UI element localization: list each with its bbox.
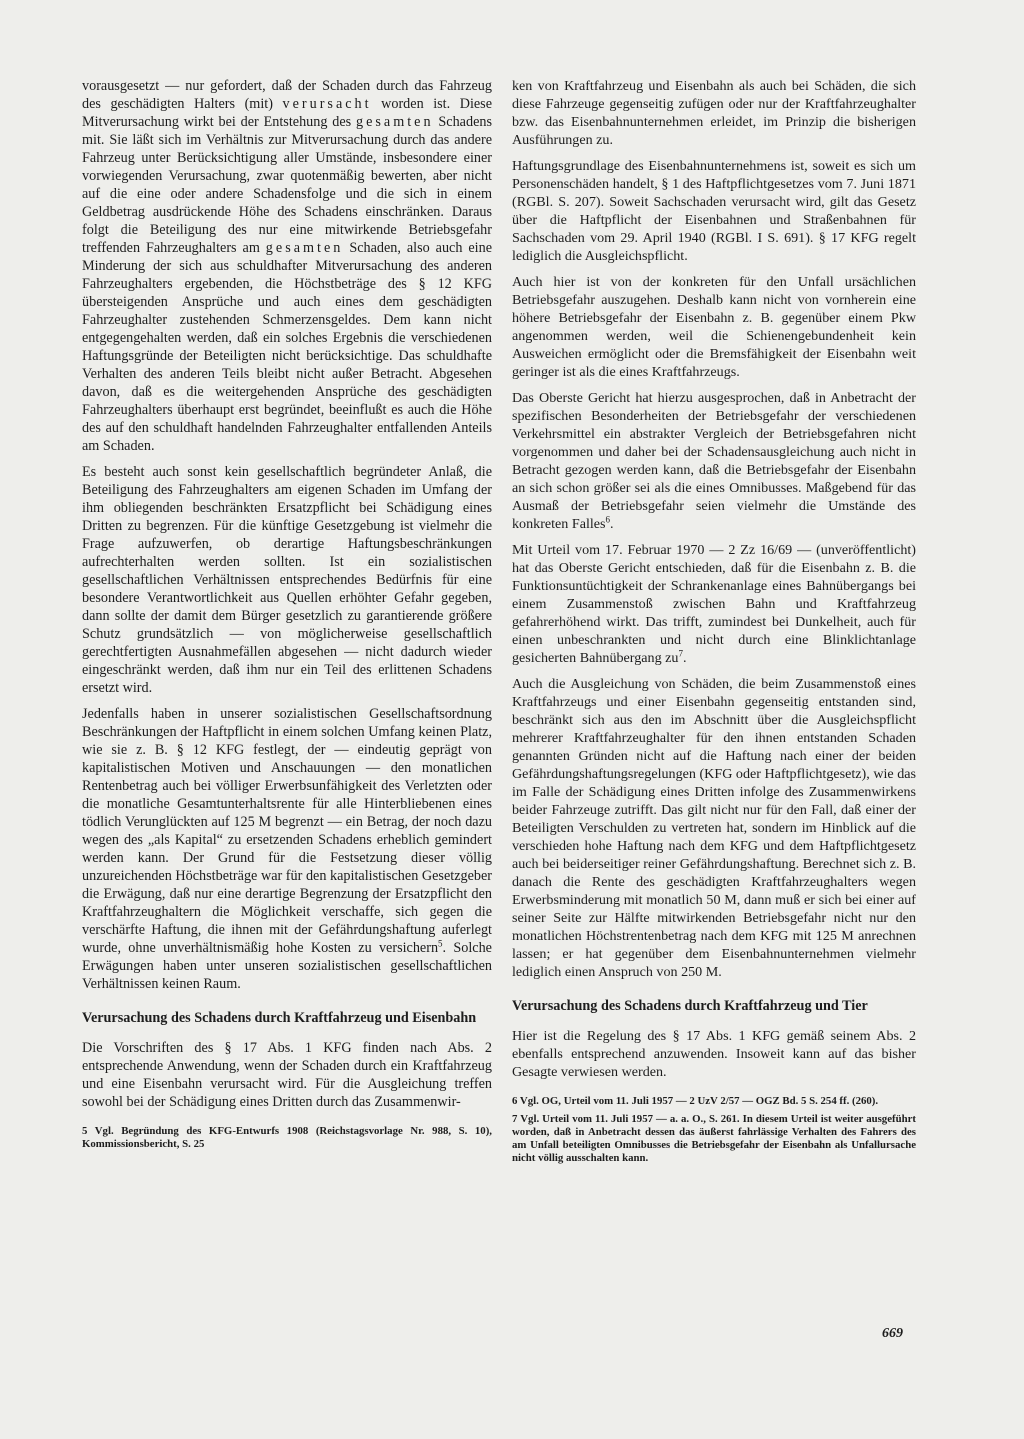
text-run: Mit Urteil vom 17. Februar 1970 — 2 Zz 16/69 — (unveröffentlicht) hat das Oberste Gericht entschieden, daß für die Eisenbahn z. B. die Funktionsuntüchtigkeit der Schrankenanlage eines Bahnübergangs bei einem Zusammenstoß zwischen Bahn und Kraftfahrzeug gefahrerhöhend wirkt. Das trifft, zumindest bei Dunkelheit, auch für einen unbeschrankten und nicht durch eine Blinklichtanlage gesicherten Bahnübergang zu bbox=[512, 542, 916, 666]
left-column bbox=[82, 77, 492, 1156]
footnote-5: 5 Vgl. Begründung des KFG-Entwurfs 1908 (Reichstagsvorlage Nr. 988, S. 10), Kommissionsbericht, S. 25 bbox=[82, 1125, 492, 1150]
right-paragraph-5 bbox=[512, 541, 916, 667]
text-run: Schadens mit. Sie läßt sich im Verhältnis zur Mitverursachung durch das andere Fahrzeug unter Berücksichtigung aller Umstände, insbesondere einer vorwiegenden Verursachung, zwar quotenmäßig bewerten, aber nicht auf die eine oder andere Schadensfolge und die sich in einem Geldbetrag ausdrückende Höhe des Schadens einschränken. Daraus folgt die Beteiligung des nur eine mitwirkende Betriebsgefahr treffenden Fahrzeughalters am bbox=[82, 114, 492, 256]
text-run: . bbox=[610, 516, 614, 532]
left-footnotes bbox=[82, 1125, 492, 1151]
text-run: Jedenfalls haben in unserer sozialistischen Gesellschaftsordnung Beschränkungen der Haftpflicht in einem solchen Umfang keinen Platz, wie sie z. B. § 12 KFG festlegt, der — eindeutig geprägt von kapitalistischen Motiven und Anschauungen — den monatlichen Rentenbetrag auch bei völliger Erwerbsunfähigkeit des Verletzten oder die monatliche Gesamtunterhaltsrente für alle Hinterbliebenen eines tödlich Verunglückten auf 125 M begrenzt — ein Betrag, der noch dazu wegen des „als Kapital“ zu ersetzenden Schadens erheblich gemindert werden kann. Der Grund für die Festsetzung dieser völlig unzureichenden Höchstbeträge war für den kapitalistischen Gesetzgeber die Erwägung, daß nur eine derartige Begrenzung der Ersatzpflicht den Kraftfahrzeughaltern die Möglichkeit verschaffe, sich gegen die verschärfte Haftung, die ihnen mit der Gefährdungshaftung auferlegt wurde, ohne unverhältnismäßig hohe Kosten zu versichern bbox=[82, 706, 492, 956]
text-run: Schaden, also auch eine Minderung der sich aus schuldhafter Mitverursachung des anderen Fahrzeughalters ergebenden, die Höchstbeträge des § 12 KFG übersteigenden Ansprüche und auch eines dem geschädigten Fahrzeughalter zustehenden Schmerzensgeldes. Dem kann nicht entgegengehalten werden, daß ein solches Ergebnis die verschiedenen Haftungsgründe der Beteiligten nicht berücksichtige. Das schuldhafte Verhalten des anderen Teils bleibt nicht außer Betracht. Abgesehen davon, daß es die weitergehenden Ansprüche des geschädigten Fahrzeughalters überhaupt erst begründet, beeinflußt es auch die Höhe des auf den schuldhaft handelnden Fahrzeughalter entfallenden Anteils am Schaden. bbox=[82, 240, 493, 454]
right-column bbox=[512, 77, 916, 1170]
left-paragraph-1 bbox=[82, 77, 492, 455]
footnote-marker: 6 bbox=[605, 514, 611, 525]
left-paragraph-3 bbox=[82, 705, 492, 993]
right-paragraph-1: ken von Kraftfahrzeug und Eisenbahn als auch bei Schäden, die sich diese Fahrzeuge gegenseitig zufügen oder nur der Kraftfahrzeughalter bzw. das Eisenbahnunternehmen erleidet, im Prinzip die bisherigen Ausführungen zu. bbox=[512, 78, 916, 148]
right-footnotes bbox=[512, 1095, 916, 1165]
footnote-6: 6 Vgl. OG, Urteil vom 11. Juli 1957 — 2 UzV 2/57 — OGZ Bd. 5 S. 254 ff. (260). bbox=[512, 1095, 879, 1107]
right-paragraph-6: Auch die Ausgleichung von Schäden, die beim Zusammenstoß eines Kraftfahrzeugs und einer Eisenbahn gegenseitig entstanden sind, beschränkt sich aus den im Abschnitt über die Ausgleichspflicht mehrerer Kraftfahrzeughalter für den ihnen entstanden Schaden genannten Gründen nicht auf die Haftung nach einer der beiden Gefährdungshaftungsregelungen (KFG oder Haftpflichtgesetz), wie das im Falle der Schädigung eines Dritten infolge des Zusammenwirkens beider Fahrzeuge zutrifft. Das gilt nicht nur für den Fall, daß einer der Beteiligten Verschulden zu vertreten hat, sondern im Hinblick auf die verschieden hohe Haftung nach dem KFG und dem Haftpflichtgesetz auch bei beiderseitiger reiner Gefährdungshaftung. Berechnet sich z. B. danach die Rente des geschädigten Kraftfahrzeughalters wegen Erwerbsminderung mit monatlich 50 M, dann muß er sich bei einer auf seiner Seite zur Hälfte mitwirkenden Betriebsgefahr nicht nur den monatlichen Höchstrentenbetrag nach dem KFG mit 125 M anrechnen lassen; er hat gegenüber dem Eisenbahnunternehmen vielmehr lediglich einen Anspruch von 250 M. bbox=[512, 676, 916, 980]
spaced-emphasis: verursacht bbox=[282, 96, 372, 112]
text-run: vorausgesetzt — nur gefordert, daß der Schaden durch das Fahrzeug des geschädigten Halters (mit) bbox=[82, 78, 492, 112]
left-paragraph-4: Die Vorschriften des § 17 Abs. 1 KFG finden nach Abs. 2 entsprechende Anwendung, wenn der Schaden durch ein Kraftfahrzeug und eine Eisenbahn verursacht wird. Für die Ausgleichung treffen sowohl bei der Schädigung eines Dritten durch das Zusammenwir- bbox=[82, 1040, 492, 1110]
page-number: 669 bbox=[882, 1326, 903, 1341]
right-paragraph-3: Auch hier ist von der konkreten für den Unfall ursächlichen Betriebsgefahr auszugehen. Deshalb kann nicht von vornherein eine höhere Betriebsgefahr der Eisenbahn z. B. gegenüber einem Pkw angenommen werden, weil die Schienengebundenheit kein Ausweichen ermöglicht oder die Bremsfähigkeit der Eisenbahn weit geringer ist als die eines Kraftfahrzeugs. bbox=[512, 274, 916, 380]
footnote-7: 7 Vgl. Urteil vom 11. Juli 1957 — a. a. O., S. 261. In diesem Urteil ist weiter ausgeführt worden, daß in Anbetracht dessen das äußerst fahrlässige Verhalten des Fahrers des am Unfall beteiligten Omnibusses die Betriebsgefahr der Eisenbahn als Unfallursache nicht völlig ausschalten kann. bbox=[512, 1113, 916, 1164]
right-paragraph-2: Haftungsgrundlage des Eisenbahnunternehmens ist, soweit es sich um Personenschäden handelt, § 1 des Haftpflichtgesetzes vom 7. Juni 1871 (RGBl. S. 207). Soweit Sachschaden verursacht wird, gilt das Gesetz über die Haftpflicht der Eisenbahnen und Straßenbahnen für Sachschaden vom 29. April 1940 (RGBl. I S. 691). § 17 KFG regelt lediglich die Ausgleichspflicht. bbox=[512, 158, 916, 264]
left-paragraph-2: Es besteht auch sonst kein gesellschaftlich begründeter Anlaß, die Beteiligung des Fahrzeughalters am eigenen Schaden im Umfang der ihm obliegenden beschränkten Ersatzpflicht bei Schädigung eines Dritten zu begrenzen. Für die künftige Gesetzgebung ist vielmehr die Frage aufzuwerfen, ob derartige Haftungsbeschränkungen aufrechterhalten werden sollten. Ist ein sozialistischen gesellschaftlichen Verhältnissen entsprechendes Bedürfnis für eine besondere Verantwortlichkeit aus Quellen erhöhter Gefahr gegeben, dann sollte der damit dem Bürger gesetzlich zu garantierende größere Schutz grundsätzlich — von möglicherweise gesellschaftlich gerechtfertigten Ausnahmefällen abgesehen — nicht dadurch wieder eingeschränkt werden, daß ihm nur ein Teil des erlittenen Schadens ersetzt wird. bbox=[82, 464, 492, 696]
text-run: . bbox=[682, 650, 687, 666]
text-run: . Solche Erwägungen haben unter unseren sozialistischen gesellschaftlichen Verhältnissen keinen Raum. bbox=[82, 940, 492, 992]
section-heading-animal: Verursachung des Schadens durch Kraftfahrzeug und Tier bbox=[512, 998, 868, 1014]
footnote-marker: 5 bbox=[438, 938, 443, 949]
spaced-emphasis: gesamten bbox=[356, 114, 434, 130]
spaced-emphasis: gesamten bbox=[265, 240, 344, 256]
text-run: Das Oberste Gericht hat hierzu ausgesprochen, daß in Anbetracht der spezifischen Besonderheiten der Betriebsgefahr der verschiedenen Verkehrsmittel ein abstrakter Vergleich der Betriebsgefahren nicht vorgenommen und daher bei der Schadensausgleichung auch nicht in Betracht gezogen werden kann, daß die Betriebsgefahr der Eisenbahn an sich schon größer sei als die eines Omnibusses. Maßgebend für das Ausmaß der Betriebsgefahr seien vielmehr die Umstände des konkreten Falles bbox=[512, 390, 916, 532]
right-paragraph-4 bbox=[512, 389, 916, 533]
section-heading-railway: Verursachung des Schadens durch Kraftfahrzeug und Eisenbahn bbox=[82, 1010, 477, 1026]
right-paragraph-7: Hier ist die Regelung des § 17 Abs. 1 KFG gemäß seinem Abs. 2 ebenfalls entsprechend anzuwenden. Insoweit kann auf das bisher Gesagte verwiesen werden. bbox=[512, 1028, 916, 1080]
text-run: worden ist. Diese Mitverursachung wirkt bei der Entstehung des bbox=[82, 96, 493, 130]
footnote-marker: 7 bbox=[678, 648, 683, 659]
